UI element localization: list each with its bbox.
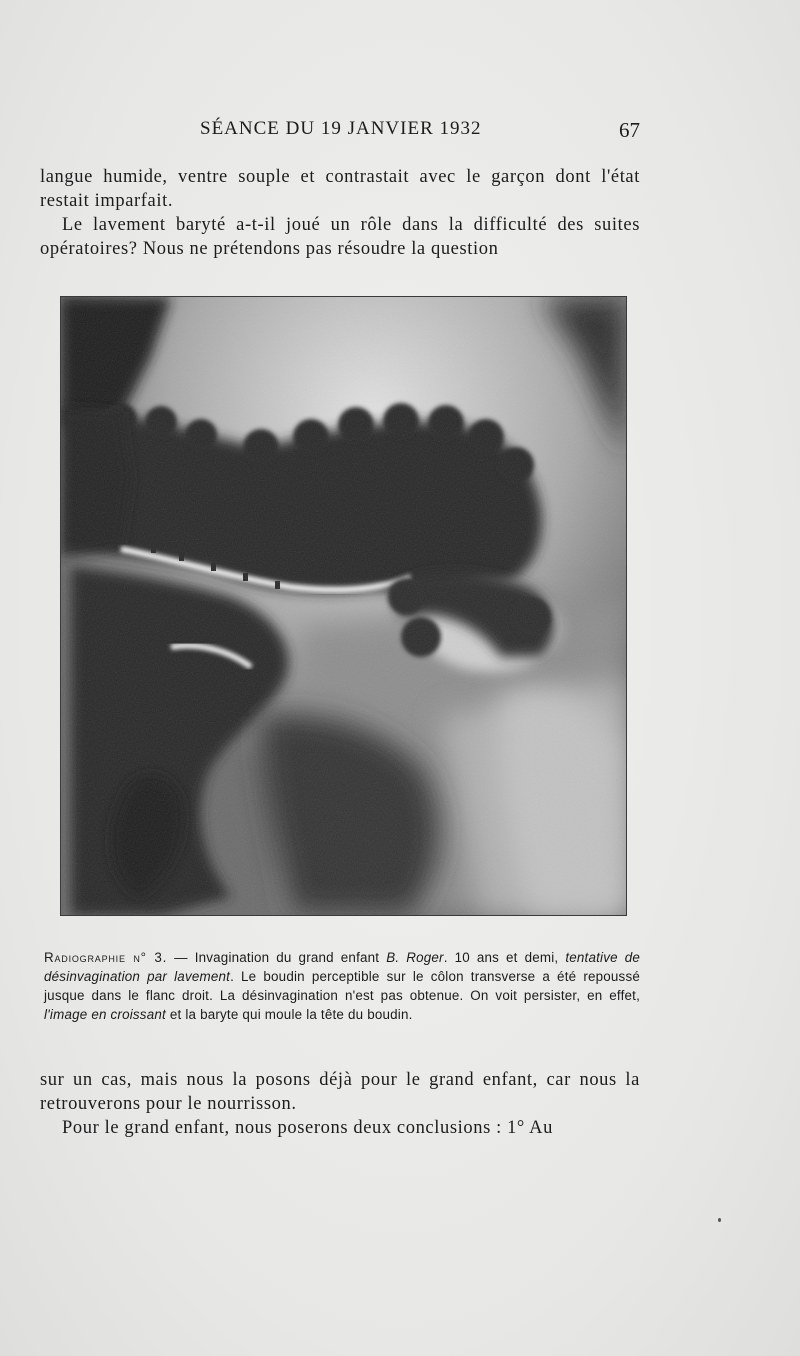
figure-caption bbox=[44, 948, 640, 1024]
caption-text: et la baryte qui moule la tête du boudin. bbox=[165, 1007, 413, 1022]
body-text-bottom bbox=[40, 1068, 640, 1140]
paragraph: Pour le grand enfant, nous poserons deux conclusions : 1° Au bbox=[62, 1118, 553, 1138]
paragraph-continued: langue humide, ventre souple et contrastait avec le garçon dont l'état restait imparfait. bbox=[40, 167, 640, 211]
paragraph-continued: sur un cas, mais nous la posons déjà pour le grand enfant, car nous la retrouverons pour le nourrisson. bbox=[40, 1070, 640, 1114]
radiograph-image bbox=[61, 297, 626, 915]
caption-text: . Le boudin perceptible sur le côlon transverse a été repoussé jusque dans le flanc droit. La désinvagination n'est pas obtenue. On voit persister, en effet, bbox=[44, 969, 640, 1003]
caption-patient: B. Roger bbox=[386, 950, 444, 965]
caption-text: — Invagination du grand enfant bbox=[167, 950, 387, 965]
caption-text: . 10 ans et demi, bbox=[443, 950, 566, 965]
body-text-top bbox=[40, 165, 640, 261]
caption-label: Radiographie n° 3. bbox=[44, 950, 168, 965]
radiograph-figure bbox=[60, 296, 627, 916]
caption-italic: tentative de désinvagination par lavement bbox=[44, 950, 641, 984]
running-title: SÉANCE DU 19 JANVIER 1932 bbox=[200, 118, 482, 139]
running-head bbox=[40, 118, 640, 144]
paper-speck bbox=[718, 1218, 721, 1222]
page-number: 67 bbox=[619, 118, 640, 142]
paragraph: Le lavement baryté a-t-il joué un rôle dans la difficulté des suites opératoires? Nous ne prétendons pas résoudre la question bbox=[40, 215, 640, 259]
caption-italic: l'image en croissant bbox=[44, 1007, 166, 1022]
